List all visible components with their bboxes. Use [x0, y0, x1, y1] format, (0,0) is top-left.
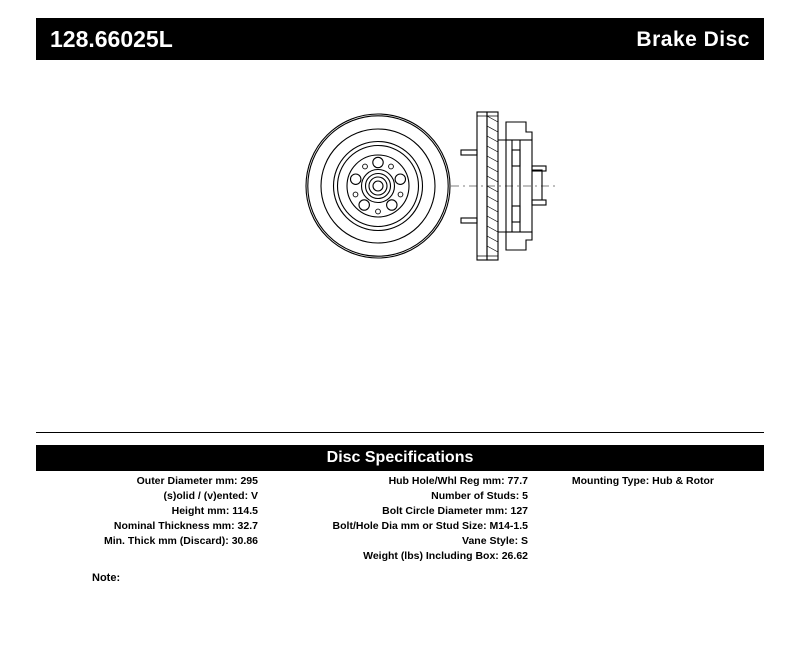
section-divider — [36, 432, 764, 433]
spec-row: Bolt Circle Diameter mm: 127 — [382, 505, 528, 517]
spec-row: Mounting Type: Hub & Rotor — [571, 475, 714, 487]
spec-column-right — [530, 474, 764, 489]
header-bar — [36, 18, 764, 60]
spec-column-left — [36, 474, 260, 549]
spec-row: Weight (lbs) Including Box: 26.62 — [363, 550, 528, 562]
brake-rotor-technical-drawing — [36, 70, 764, 400]
spec-columns — [36, 474, 764, 564]
spec-row: Vane Style: S — [462, 535, 528, 547]
drawing-area — [36, 70, 764, 400]
spec-row: Outer Diameter mm: 295 — [136, 475, 258, 487]
spec-row: Hub Hole/Whl Reg mm: 77.7 — [388, 475, 528, 487]
note-label: Note: — [92, 572, 121, 584]
note-section — [36, 568, 436, 586]
spec-column-middle — [260, 474, 530, 564]
spec-row: Min. Thick mm (Discard): 30.86 — [103, 535, 258, 547]
spec-row: Nominal Thickness mm: 32.7 — [113, 520, 258, 532]
spec-band-title: Disc Specifications — [326, 449, 474, 466]
spec-row: (s)olid / (v)ented: V — [163, 490, 258, 502]
spec-row: Bolt/Hole Dia mm or Stud Size: M14-1.5 — [332, 520, 528, 532]
spec-row: Height mm: 114.5 — [171, 505, 258, 517]
page-title: Brake Disc — [636, 27, 750, 51]
part-number: 128.66025L — [50, 25, 173, 52]
disc-specifications-band — [36, 445, 764, 471]
spec-row: Number of Studs: 5 — [431, 490, 528, 502]
